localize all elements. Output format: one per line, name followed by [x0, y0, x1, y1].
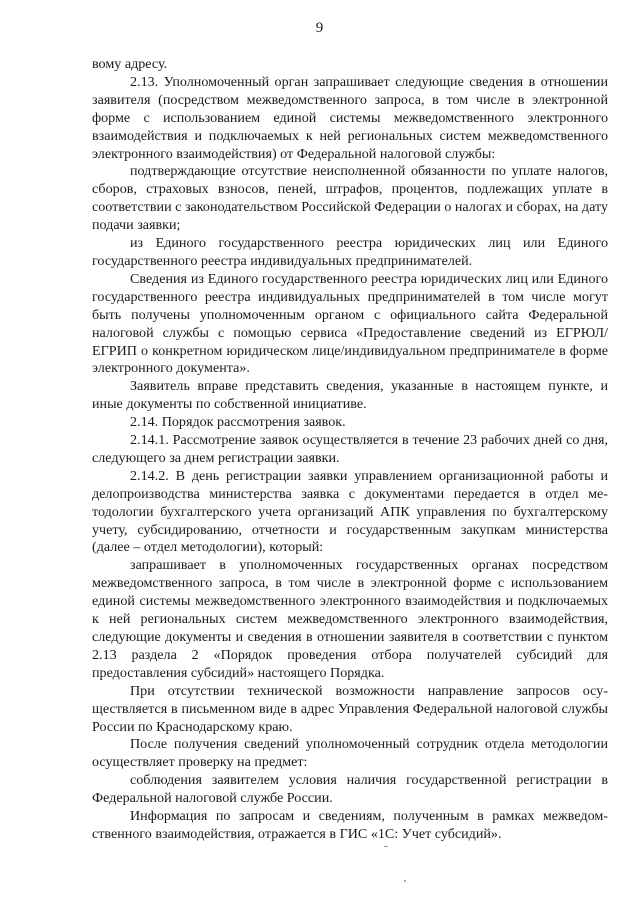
scan-speck: [404, 880, 406, 882]
document-body: [92, 56, 608, 844]
paragraph: 2.13. Уполномоченный орган запрашивает следующие сведения в отношении заявителя (посредством межведомственного запроса, в том числе в электронной форме с использованием единой системы межведомственного электронного взаимодействия и подключаемых к ней региональных систем межведомственного электронного взаимодействия) от Федеральной налоговой службы:: [92, 73, 608, 162]
paragraph: подтверждающие отсутствие неисполненной обязанности по уплате налогов, сборов, страховых взносов, пеней, штрафов, процентов, подлежащих уплате в соответствии с законодательством Российской Федерации о налогах и сборах, на дату подачи заявки;: [92, 163, 609, 234]
paragraph: 2.14.1. Рассмотрение заявок осуществляется в течение 23 рабочих дней со дня, следующего за днем регистрации заявки.: [92, 432, 608, 466]
paragraph: соблюдения заявителем условия наличия государственной регистрации в Федеральной налоговой службе России.: [92, 772, 608, 807]
paragraph: После получения сведений уполномоченный сотрудник отдела методологии осуществляет проверку на предмет:: [92, 736, 608, 771]
page-number: 9: [315, 20, 324, 36]
paragraph: из Единого государственного реестра юридических лиц или Единого государственного реестра индивидуальных предпринимателей.: [92, 235, 608, 269]
paragraph: Информация по запросам и сведениям, полученным в рамках межведомственного взаимодействия, отражается в ГИС «1С: Учет субсидий».: [92, 808, 608, 842]
paragraph: вому адресу.: [92, 56, 168, 72]
paragraph: запрашивает в уполномоченных государственных органах посредством межведомственного запроса, в том числе в электронной форме с использованием единой системы межведомственного электронного взаимодействия и подключаемых к ней региональных систем межведомственного электронного взаимодействия, следующие документы и сведения в отношении заявителя в соответствии с пунктом 2.13 раздела 2 «Порядок проведения отбора получателей субсидий для предоставления субсидий» настоящего Порядка.: [92, 557, 608, 681]
paragraph: Сведения из Единого государственного реестра юридических лиц или Единого государственного реестра индивидуальных предпринимателей в том числе могут быть получены уполномоченным органом с официального сайта Федеральной налоговой службы с помощью сервиса «Предоставление сведений из ЕГРЮЛ/ЕГРИП о конкретном юридическом лице/индивидуальном предпринимателе в форме электронного документа».: [92, 270, 608, 377]
paragraph: Заявитель вправе представить сведения, указанные в настоящем пункте, и иные документы по собственной инициативе.: [92, 378, 608, 413]
paragraph: 2.14.2. В день регистрации заявки управлением организационной работы и делопроизводства министерства заявка с документами передается в отдел методологии бухгалтерского учета организаций АПК управления по бухгалтерскому учету, субсидированию, отчетности и государственным закупкам министерства (далее – отдел методологии), который:: [92, 467, 608, 556]
paragraph: 2.14. Порядок рассмотрения заявок.: [130, 414, 346, 431]
scan-speck: [384, 846, 388, 847]
paragraph: При отсутствии технической возможности направление запросов осуществляется в письменном виде в адрес Управления Федеральной налоговой службы России по Краснодарскому краю.: [92, 682, 608, 735]
